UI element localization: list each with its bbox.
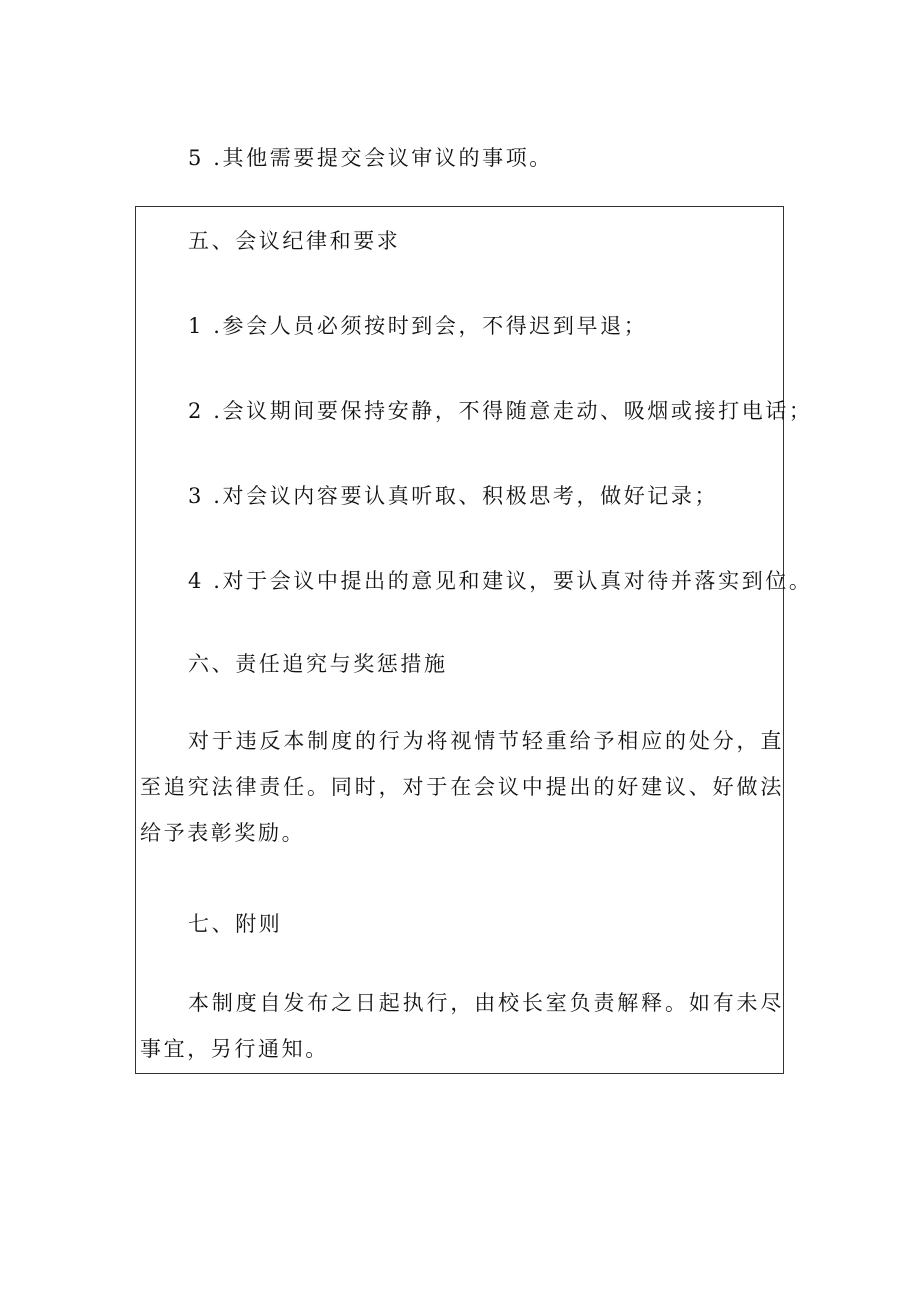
section-7-paragraph: 本制度自发布之日起执行，由校长室负责解释。如有未尽事宜，另行通知。	[140, 991, 784, 1061]
section-heading-5: 五、会议纪律和要求	[188, 229, 401, 253]
list-item-3: 3 .对会议内容要认真听取、积极思考，做好记录；	[188, 484, 719, 508]
content-box	[135, 206, 813, 1074]
list-item-5: 5 .其他需要提交会议审议的事项。	[188, 146, 553, 170]
section-heading-7: 七、附则	[188, 912, 283, 936]
list-item-1: 1 .参会人员必须按时到会，不得迟到早退；	[188, 314, 648, 338]
list-item-4: 4 .对于会议中提出的意见和建议，要认真对待并落实到位。	[188, 569, 813, 593]
list-item-2: 2 .会议期间要保持安静，不得随意走动、吸烟或接打电话；	[188, 399, 813, 423]
section-6-paragraph: 对于违反本制度的行为将视情节轻重给予相应的处分，直至追究法律责任。同时，对于在会议中提出的好建议、好做法给予表彰奖励。	[140, 729, 784, 845]
section-heading-6: 六、责任追究与奖惩措施	[188, 652, 448, 676]
